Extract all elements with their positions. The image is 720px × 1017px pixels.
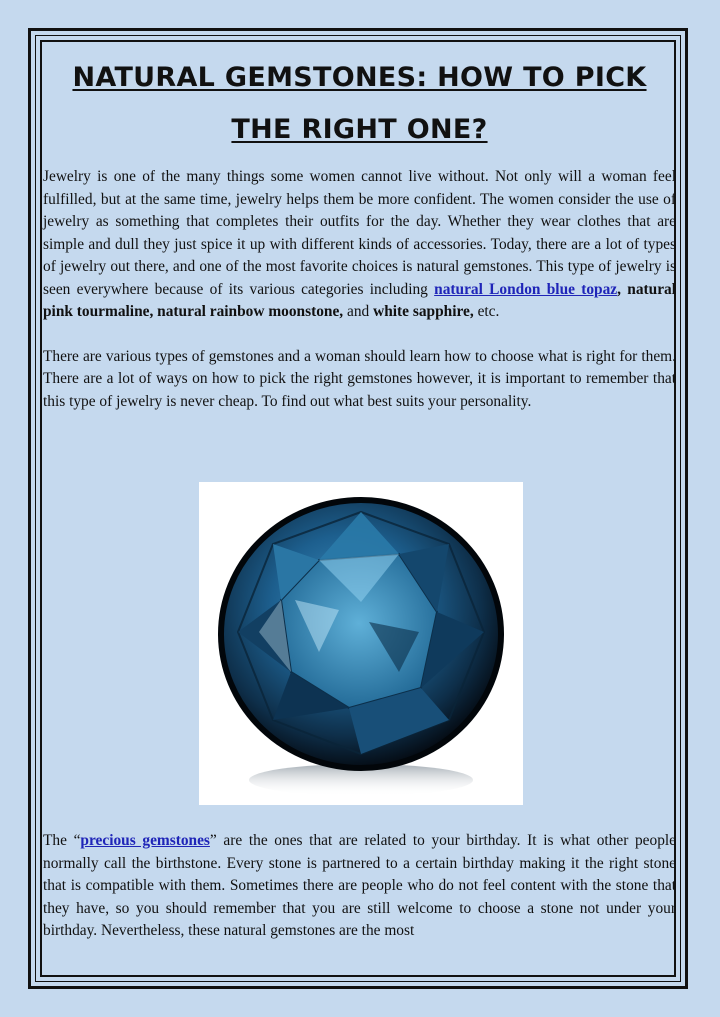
white-sapphire-bold: white sapphire, [373,303,474,320]
london-blue-topaz-link[interactable]: natural London blue topaz [434,280,618,298]
choose-paragraph: There are various types of gemstones and a woman should learn how to choose what is right for them. There are a lot of ways on how to pick the right gemstones however, it is important to remember that this type of jewelry is never cheap. To find out what best suits your personality. [43,347,676,410]
gem-list-bold: , natural pink tourmaline, natural rainbow moonstone, [43,280,677,320]
intro-paragraph [43,166,676,324]
birthstone-text: ” are the ones that are related to your birthday. It is what other people normally call the birthstone. Every stone is partnered to a certain birthday making it the right stone that is compatible with them. Sometimes there are people who do not feel content with the stone that they have, so you should remember that you are still welcome to choose a stone not under your birthday. Nevertheless, these natural gemstones are the most [43,832,676,939]
intro-and: and [343,303,374,320]
page-title [43,52,676,156]
title-line-2: THE RIGHT ONE? [231,114,488,145]
gemstone-image [199,482,523,805]
article [43,52,676,413]
precious-gemstones-link[interactable]: precious gemstones [80,832,210,849]
intro-text: Jewelry is one of the many things some women cannot live without. Not only will a woman feel fulfilled, but at the same time, jewelry helps them be more confident. The women consider the use of jewelry as something that completes their outfits for the day. Whether they wear clothes that are simple and dull they just spice it up with different kinds of accessories. Today, there are a lot of types of jewelry out there, and one of the most favorite choices is natural gemstones. This type of jewelry is seen everywhere because of its various categories including [43,168,676,298]
birthstone-open: The “ [43,832,81,849]
birthstone-paragraph [43,830,676,943]
title-line-1: NATURAL GEMSTONES: HOW TO PICK [72,62,647,93]
intro-etc: etc. [473,303,500,320]
blue-topaz-icon [199,482,523,805]
